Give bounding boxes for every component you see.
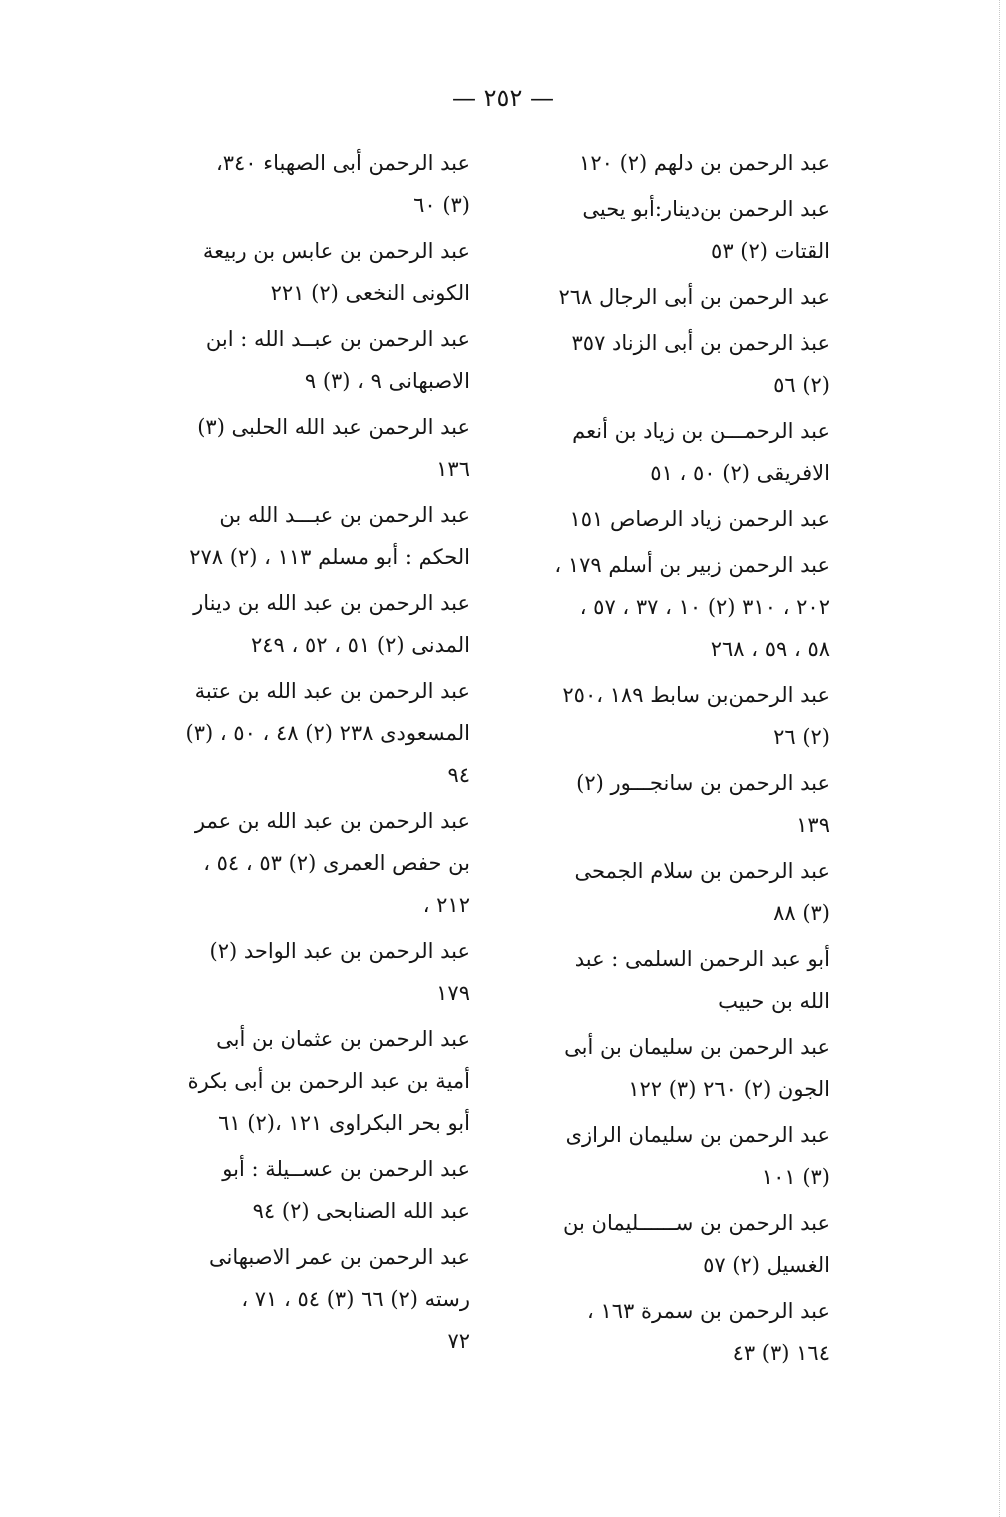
index-entry-line: عبد الرحمن‌بن سابط ١٨٩ ،٢٥٠	[562, 683, 830, 707]
index-entry-line: عبد الرحمن عبد الله الحلبى (٣)	[197, 415, 470, 439]
index-entry	[530, 544, 830, 670]
index-entry	[170, 494, 470, 578]
index-entry-line: عبذ الرحمن بن أبى الزناد ٣٥٧	[571, 331, 830, 355]
index-entry-line: (٣) ١٠١	[761, 1165, 830, 1189]
index-entry	[530, 1026, 830, 1110]
index-entry	[530, 322, 830, 406]
index-entry-line: ٢١٢ ،	[422, 893, 470, 917]
index-entry-line: ١٧٩	[436, 981, 470, 1005]
index-entry	[170, 318, 470, 402]
index-entry	[530, 142, 830, 184]
index-entry	[530, 410, 830, 494]
page-edge-dots	[998, 0, 1000, 1517]
index-entry-line: المسعودى ٢٣٨ (٢) ٤٨ ، ٥٠ ، (٣)	[185, 721, 470, 745]
index-column-right	[530, 142, 830, 1378]
index-entry-line: أبو عبد الرحمن السلمى : عبد	[574, 947, 830, 971]
index-entry-line: ١٦٤ (٣) ٤٣	[732, 1341, 830, 1365]
index-entry-line: الافريقى (٢) ٥٠ ، ٥١	[650, 461, 830, 485]
index-entry	[530, 762, 830, 846]
index-entry-line: عبد الرحمن بن عبد الله بن عتبة	[194, 679, 470, 703]
index-entry-line: الجون (٢) ٢٦٠ (٣) ١٢٢	[628, 1077, 830, 1101]
index-entry-line: عبد الرحمن بن أبى الرجال ٢٦٨	[558, 285, 830, 309]
index-entry-line: (٢) ٥٦	[773, 373, 830, 397]
index-entry-line: عبد الرحمن زياد الرصاص ١٥١	[569, 507, 830, 531]
index-entry-line: عبد الرحمن بن سليمان الرازى	[565, 1123, 830, 1147]
index-entry-line: عبد الرحمن بن عبــد الله : ابن	[205, 327, 470, 351]
index-entry-line: أبو بحر البكراوى ١٢١ ،(٢) ٦١	[218, 1111, 470, 1135]
index-entry-line: عبد الله الصنابحى (٢) ٩٤	[252, 1199, 470, 1223]
index-entry	[170, 1148, 470, 1232]
index-entry	[530, 188, 830, 272]
index-entry-line: عبد الرحمن بن عثمان بن أبى	[216, 1027, 470, 1051]
page-number: — ٢٥٢ —	[452, 84, 554, 112]
index-entry	[170, 1018, 470, 1144]
index-entry-line: عبد الرحمن بن ســــــليمان بن	[563, 1211, 830, 1235]
index-entry	[170, 582, 470, 666]
index-entry-line: ٩٤	[447, 763, 470, 787]
index-entry	[170, 230, 470, 314]
index-entry-line: عبد الرحمن أبى الصهباء ٣٤٠،	[215, 151, 470, 175]
index-entry-line: المدنى (٢) ٥١ ، ٥٢ ، ٢٤٩	[250, 633, 470, 657]
index-entry-line: ٥٨ ، ٥٩ ، ٢٦٨	[710, 637, 830, 661]
index-entry-line: الغسيل (٢) ٥٧	[703, 1253, 830, 1277]
index-entry	[170, 930, 470, 1014]
index-entry	[530, 850, 830, 934]
index-entry-line: الاصبهانى ٩ ، (٣) ٩	[304, 369, 470, 393]
index-entry-line: ٧٢	[447, 1329, 470, 1353]
index-entry-line: رسته (٢) ٦٦ (٣) ٥٤ ، ٧١ ،	[241, 1287, 470, 1311]
index-entry-line: عبد الرحمن زبير بن أسلم ١٧٩ ،	[554, 553, 830, 577]
index-entry-line: عبد الرحمن بن سانجـــور (٢)	[576, 771, 830, 795]
index-entry-line: ١٣٩	[796, 813, 830, 837]
index-entry-line: عبد الرحمن بن‌دينار:أبو يحيى	[582, 197, 830, 221]
index-entry-line: عبد الرحمن بن عابس بن ربيعة	[202, 239, 470, 263]
index-entry-line: الكونى النخعى (٢) ٢٢١	[270, 281, 470, 305]
index-entry	[530, 1114, 830, 1198]
index-entry-line: عبد الرحمن بن عبد الله بن دينار	[193, 591, 470, 615]
index-entry-line: (٣) ٨٨	[773, 901, 830, 925]
index-entry-line: الحكم : أبو مسلم ١١٣ ، (٢) ٢٧٨	[189, 545, 470, 569]
index-entry-line: ٢٠٢ ، ٣١٠ (٢) ١٠ ، ٣٧ ، ٥٧ ،	[579, 595, 830, 619]
index-entry	[530, 1290, 830, 1374]
index-entry-line: عبد الرحمن بن عســيلة : أبو	[222, 1157, 470, 1181]
index-entry-line: عبد الرحمن بن عبـــد الله بن	[219, 503, 470, 527]
index-entry-line: بن حفص العمرى (٢) ٥٣ ، ٥٤ ،	[203, 851, 470, 875]
index-column-left	[170, 142, 470, 1366]
index-entry-line: عبد الرحمن بن سلام الجمحى	[574, 859, 830, 883]
index-entry-line: القتات (٢) ٥٣	[711, 239, 830, 263]
index-entry-line: (٢) ٢٦	[773, 725, 830, 749]
index-entry	[170, 142, 470, 226]
index-entry	[530, 938, 830, 1022]
index-entry	[170, 800, 470, 926]
index-entry	[530, 674, 830, 758]
index-entry	[530, 498, 830, 540]
index-entry	[170, 1236, 470, 1362]
index-entry-line: الله بن حبيب	[718, 989, 830, 1013]
index-entry-line: عبد الرحمن بن سليمان بن أبى	[564, 1035, 830, 1059]
index-entry-line: عبد الرحمن بن عمر الاصبهانى	[208, 1245, 470, 1269]
index-entry-line: ١٣٦	[436, 457, 470, 481]
index-entry	[170, 406, 470, 490]
index-entry-line: (٣) ٦٠	[413, 193, 470, 217]
index-entry-line: عبد الرحمن بن عبد الواحد (٢)	[209, 939, 470, 963]
index-entry-line: أمية بن عبد الرحمن بن أبى بكرة	[187, 1069, 470, 1093]
index-entry-line: عبد الرحمن بن سمرة ١٦٣ ،	[587, 1299, 830, 1323]
index-entry	[530, 1202, 830, 1286]
index-entry-line: عبد الرحمن بن دلهم (٢) ١٢٠	[579, 151, 830, 175]
index-entry	[530, 276, 830, 318]
index-entry-line: عبد الرحمن بن عبد الله بن عمر	[194, 809, 470, 833]
index-entry-line: عبد الرحمـــن بن زياد بن أنعم	[572, 419, 830, 443]
index-entry	[170, 670, 470, 796]
